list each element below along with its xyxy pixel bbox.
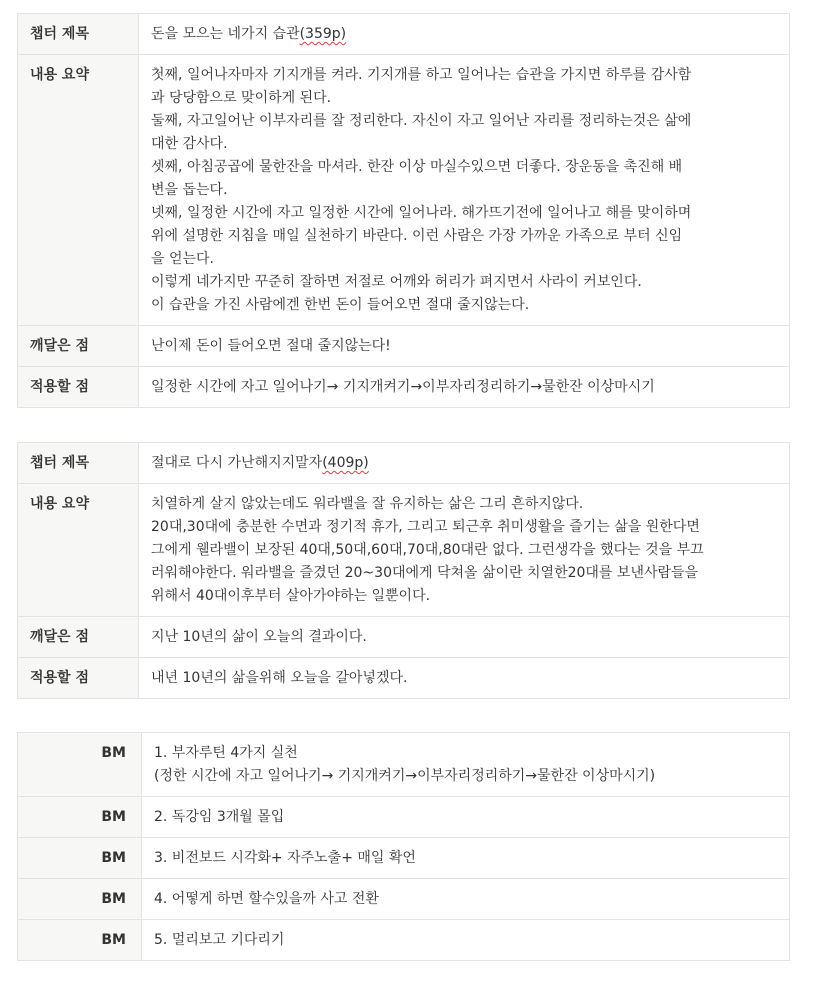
chapter-title [139,443,790,484]
application-text: 일정한 시간에 자고 일어나기→ 기지개켜기→이부자리정리하기→물한잔 이상마시기 [139,367,790,408]
page-reference: (409p) [322,455,369,471]
table-row [18,797,790,838]
summary-line: 이 습관을 가진 사람에겐 한번 돈이 들어오면 절대 줄지않는다. [151,297,530,313]
bm-label: BM [18,838,142,879]
summary-line: 첫째, 일어나자마자 기지개를 켜라. 기지개를 하고 일어나는 습관을 가지면 하루를 감사함 [151,67,692,83]
summary-line: 둘째, 자고일어난 이부자리를 잘 정리한다. 자신이 자고 일어난 자리를 정리하는것은 삶에 [151,113,692,129]
bm-item: 2. 독강임 3개월 몰입 [142,797,790,838]
summary-line: 을 얻는다. [151,251,214,267]
chapter-title-text: 절대로 다시 가난해지지말자 [151,455,323,471]
table-row [18,326,790,367]
summary-line: 위해서 40대이후부터 살아가야하는 일뿐이다. [151,588,431,604]
summary-line: 그에게 웰라밸이 보장된 40대,50대,60대,70대,80대란 없다. 그런생각을 했다는 것을 부끄 [151,542,704,558]
row-label: 내용 요약 [18,55,139,326]
row-label: 적용할 점 [18,367,139,408]
row-label: 내용 요약 [18,484,139,617]
summary-line: 러워해야한다. 워라밸을 즐겼던 20~30대에게 닥쳐올 삶이란 치열한20대를 보낸사람들을 [151,565,699,581]
summary-line: 변을 돕는다. [151,182,228,198]
page-reference: (359p) [299,26,347,42]
row-label: 챕터 제목 [18,14,139,55]
application-text: 내년 10년의 삶을위해 오늘을 갈아넣겠다. [139,658,790,699]
chapter-title [139,14,790,55]
realization-text: 지난 10년의 삶이 오늘의 결과이다. [139,617,790,658]
table-row [18,443,790,484]
bm-label: BM [18,920,142,961]
summary-line: 넷째, 일정한 시간에 자고 일정한 시간에 일어나라. 해가뜨기전에 일어나고 해를 맞이하며 [151,205,692,221]
bm-item-line: (정한 시간에 자고 일어나기→ 기지개켜기→이부자리정리하기→물한잔 이상마시기) [154,768,656,784]
table-row [18,658,790,699]
summary-content [139,55,790,326]
row-label: 챕터 제목 [18,443,139,484]
table-row [18,14,790,55]
summary-line: 셋째, 아침공곱에 물한잔을 마셔라. 한잔 이상 마실수있으면 더좋다. 장운동을 촉진해 배 [151,159,683,175]
bm-label: BM [18,797,142,838]
table-row [18,617,790,658]
bm-label: BM [18,733,142,797]
summary-line: 20대,30대에 충분한 수면과 정기적 휴가, 그리고 퇴근후 취미생활을 즐기는 삶을 원한다면 [151,519,700,535]
chapter-table-1 [17,13,790,408]
bm-item: 4. 어떻게 하면 할수있을까 사고 전환 [142,879,790,920]
summary-line: 위에 설명한 지침을 매일 실천하기 바란다. 이런 사람은 가장 가까운 가족으로 부터 신임 [151,228,683,244]
realization-text: 난이제 돈이 들어오면 절대 줄지않는다! [139,326,790,367]
table-row [18,484,790,617]
table-row [18,920,790,961]
bm-item: 3. 비전보드 시각화+ 자주노출+ 매일 확언 [142,838,790,879]
bm-item [142,733,790,797]
table-row [18,367,790,408]
chapter-table-2 [17,442,790,699]
summary-line: 이렇게 네가지만 꾸준히 잘하면 저절로 어깨와 허리가 펴지면서 사라이 커보인다. [151,274,642,290]
table-row [18,733,790,797]
bm-table [17,732,790,961]
bm-item: 5. 멀리보고 기다리기 [142,920,790,961]
table-row [18,55,790,326]
row-label: 적용할 점 [18,658,139,699]
summary-line: 과 당당함으로 맞이하게 된다. [151,90,332,106]
row-label: 깨달은 점 [18,326,139,367]
summary-content [139,484,790,617]
chapter-title-text: 돈을 모으는 네가지 습관 [151,26,300,42]
row-label: 깨달은 점 [18,617,139,658]
summary-line: 치열하게 살지 않았는데도 워라밸을 잘 유지하는 삶은 그리 흔하지않다. [151,496,584,512]
bm-item-line: 1. 부자루틴 4가지 실천 [154,745,298,761]
table-row [18,838,790,879]
summary-line: 대한 감사다. [151,136,228,152]
bm-label: BM [18,879,142,920]
table-row [18,879,790,920]
